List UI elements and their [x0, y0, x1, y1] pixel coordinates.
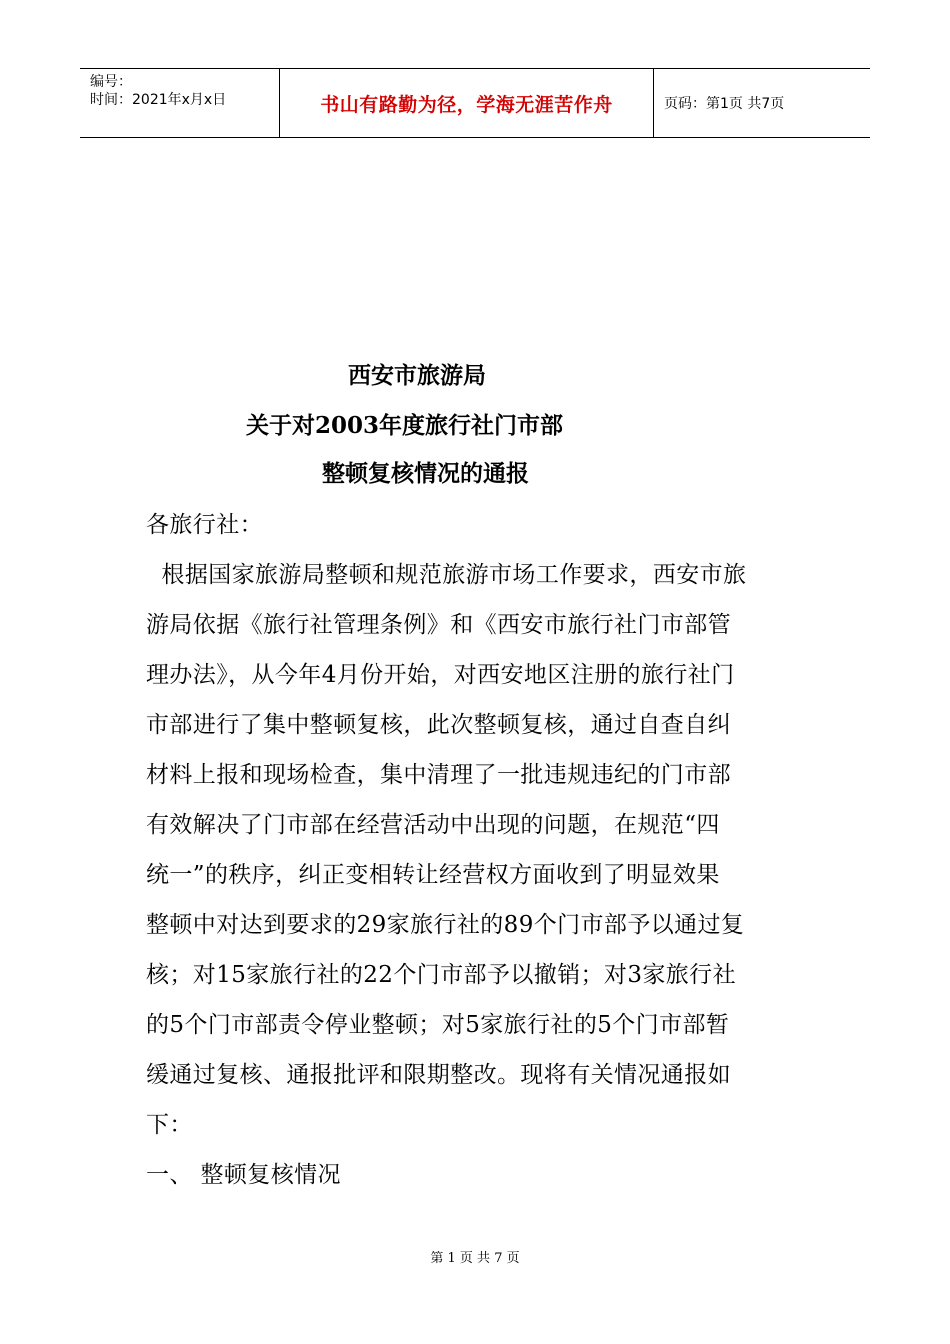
paragraph-line: 材料上报和现场检查，集中清理了一批违规违纪的门市部 [146, 762, 731, 788]
page-footer: 第 1 页 共 7 页 [430, 1251, 520, 1266]
document-title-line-1: 西安市旅游局 [348, 362, 486, 389]
paragraph-line: 下： [146, 1112, 193, 1138]
paragraph-line: 核；对15家旅行社的22个门市部予以撤销；对3家旅行社 [146, 962, 736, 988]
paragraph-line: 的5个门市部责令停业整顿；对5家旅行社的5个门市部暂 [146, 1012, 730, 1038]
section-heading: 一、 整顿复核情况 [146, 1162, 341, 1188]
header-meta [80, 69, 280, 137]
paragraph-line: 整顿中对达到要求的29家旅行社的89个门市部予以通过复 [146, 912, 745, 938]
header-page-info: 页码：第1页 共7页 [664, 96, 785, 112]
document-date: 时间：2021年x月x日 [90, 92, 227, 108]
paragraph-line: 有效解决了门市部在经营活动中出现的问题，在规范“四 [146, 812, 720, 838]
header-motto: 书山有路勤为径，学海无涯苦作舟 [280, 69, 654, 137]
paragraph-line: 缓通过复核、通报批评和限期整改。现将有关情况通报如 [146, 1062, 731, 1088]
paragraph-line: 根据国家旅游局整顿和规范旅游市场工作要求，西安市旅 [146, 562, 747, 588]
paragraph-line: 统一”的秩序，纠正变相转让经营权方面收到了明显效果 [146, 862, 720, 888]
paragraph-line: 理办法》，从今年4月份开始，对西安地区注册的旅行社门 [146, 662, 735, 688]
document-number-label: 编号： [90, 74, 132, 90]
paragraph-line: 市部进行了集中整顿复核，此次整顿复核，通过自查自纠 [146, 712, 731, 738]
document-title-line-2: 关于对2003年度旅行社门市部 [246, 412, 564, 439]
document-title-line-3: 整顿复核情况的通报 [322, 460, 529, 487]
paragraph-line: 游局依据《旅行社管理条例》和《西安市旅行社门市部管 [146, 612, 731, 638]
salutation: 各旅行社： [146, 512, 263, 538]
page-header [80, 68, 870, 138]
